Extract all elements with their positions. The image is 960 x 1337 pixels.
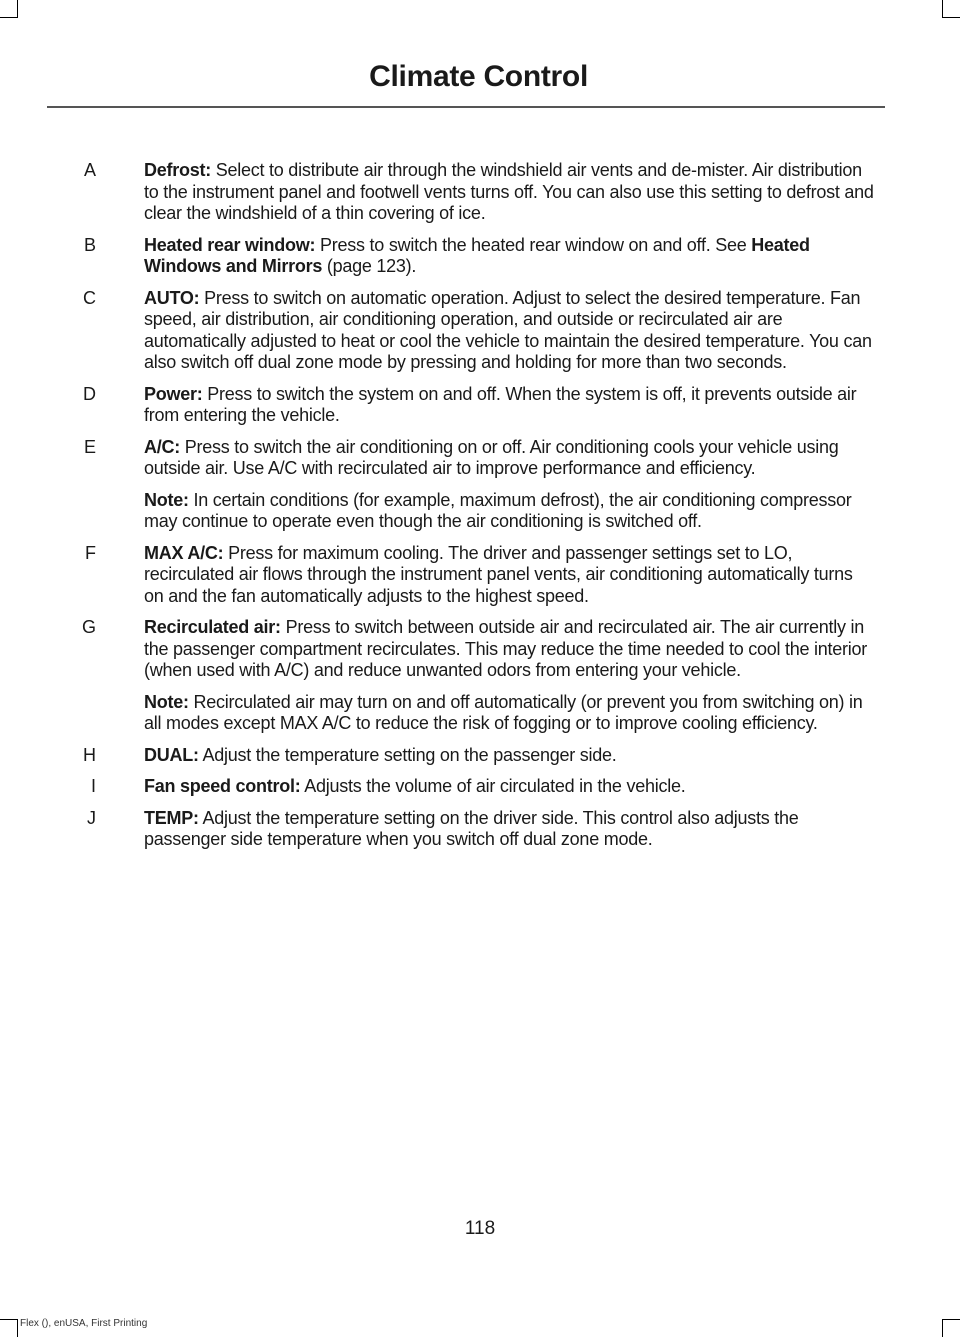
legend-paragraph xyxy=(144,437,875,480)
legend-entry xyxy=(75,235,875,278)
legend-paragraph xyxy=(144,808,875,851)
term-label: Fan speed control: xyxy=(144,776,301,796)
legend-entry xyxy=(75,543,875,608)
legend-letter: G xyxy=(81,617,96,637)
header-rule xyxy=(47,106,885,108)
crop-mark-bottom-right xyxy=(942,1319,960,1320)
legend-paragraph xyxy=(144,745,875,767)
term-label: Heated rear window: xyxy=(144,234,316,255)
page-title: Climate Control xyxy=(369,60,588,93)
legend-description xyxy=(144,543,875,608)
term-label: AUTO: xyxy=(144,287,200,308)
legend-description xyxy=(144,235,875,278)
crop-mark-bottom-right xyxy=(942,1319,943,1337)
term-description: Press to switch between outside air and recirculated air. The air currently in the passenger compartment recirculates. This may reduce the time needed to cool the interior (when used with A/C) and reduce unwanted odors from entering your vehicle. xyxy=(144,617,868,680)
crop-mark-bottom-left xyxy=(0,1319,18,1320)
legend-entry xyxy=(75,617,875,735)
legend-letter: A xyxy=(83,160,96,180)
legend-description xyxy=(144,437,875,533)
legend-description xyxy=(144,808,875,851)
term-label: A/C: xyxy=(144,436,180,457)
legend-paragraph xyxy=(144,692,875,735)
legend-letter: C xyxy=(83,287,96,308)
crop-mark-top-left xyxy=(17,0,18,18)
term-description: Press to switch the system on and off. When the system is off, it prevents outside air from entering the vehicle. xyxy=(144,383,857,425)
legend-paragraph xyxy=(144,235,875,278)
legend-description xyxy=(144,776,875,798)
term-description: Press to switch the air conditioning on or off. Air conditioning cools your vehicle using outside air. Use A/C with recirculated air to improve performance and efficiency. xyxy=(144,436,839,478)
legend-entry xyxy=(75,160,875,225)
legend-entry xyxy=(75,745,875,767)
footer-text: Flex (), enUSA, First Printing xyxy=(20,1318,148,1329)
legend-paragraph xyxy=(144,617,875,682)
legend-letter: I xyxy=(90,776,96,796)
legend-entry xyxy=(75,384,875,427)
crop-mark-top-right xyxy=(942,0,943,18)
term-description: Adjust the temperature setting on the passenger side. xyxy=(198,744,617,765)
legend-letter: J xyxy=(87,807,96,828)
term-description: Recirculated air may turn on and off automatically (or prevent you from switching on) in all modes except MAX A/C to reduce the risk of fogging or to improve cooling efficiency. xyxy=(144,691,863,733)
legend-letter: H xyxy=(83,744,96,765)
term-description: Press to switch on automatic operation. Adjust to select the desired temperature. Fan speed, air distribution, air conditioning operation, and outside or recirculated air are automatically adjusted to heat or cool the vehicle to maintain the desired temperature. You can also switch off dual zone mode by pressing and holding for more than two seconds. xyxy=(144,287,872,372)
term-label: Recirculated air: xyxy=(144,617,281,637)
legend-entry xyxy=(75,437,875,533)
legend-paragraph xyxy=(144,490,875,533)
page-number: 118 xyxy=(464,1218,496,1239)
legend-description xyxy=(144,288,875,374)
legend-description xyxy=(144,160,875,225)
term-label: DUAL: xyxy=(144,744,199,765)
term-description: Select to distribute air through the windshield air vents and de-mister. Air distribution to the instrument panel and footwell vents turns off. You can also use this setting to defrost and clear the windshield of a thin covering of ice. xyxy=(144,160,874,223)
legend-description xyxy=(144,617,875,735)
legend-paragraph xyxy=(144,160,875,225)
crop-mark-top-right xyxy=(942,17,960,18)
term-label: Note: xyxy=(144,489,189,510)
legend-entry xyxy=(75,776,875,798)
control-legend-list xyxy=(75,160,875,861)
legend-letter: E xyxy=(83,436,96,457)
term-description: Press for maximum cooling. The driver and passenger settings set to LO, recirculated air flows through the instrument panel vents, air conditioning automatically turns on and the fan automatically adjusts to the highest speed. xyxy=(144,542,853,606)
term-label: Power: xyxy=(144,383,203,404)
term-label: TEMP: xyxy=(144,807,199,828)
term-description: Adjust the temperature setting on the driver side. This control also adjusts the passenger side temperature when you switch off dual zone mode. xyxy=(144,807,799,849)
term-label: Note: xyxy=(144,691,189,712)
legend-description xyxy=(144,745,875,767)
page-reference: (page 123). xyxy=(322,256,417,276)
term-label: MAX A/C: xyxy=(144,542,224,563)
legend-entry xyxy=(75,288,875,374)
legend-description xyxy=(144,384,875,427)
term-label: Defrost: xyxy=(144,160,212,180)
legend-letter: D xyxy=(83,383,96,404)
legend-entry xyxy=(75,808,875,851)
crop-mark-bottom-left xyxy=(17,1319,18,1337)
legend-paragraph xyxy=(144,384,875,427)
term-description: Press to switch the heated rear window on and off. See xyxy=(315,234,752,255)
legend-paragraph xyxy=(144,543,875,608)
legend-paragraph xyxy=(144,776,875,798)
crop-mark-top-left xyxy=(0,17,18,18)
cross-reference-link[interactable]: Heated Windows and Mirrors xyxy=(144,234,810,276)
legend-letter: F xyxy=(85,542,96,563)
term-description: In certain conditions (for example, maximum defrost), the air conditioning compressor may continue to operate even though the air conditioning is switched off. xyxy=(144,489,852,531)
legend-letter: B xyxy=(83,234,96,255)
legend-paragraph xyxy=(144,288,875,374)
term-description: Adjusts the volume of air circulated in the vehicle. xyxy=(300,776,686,796)
